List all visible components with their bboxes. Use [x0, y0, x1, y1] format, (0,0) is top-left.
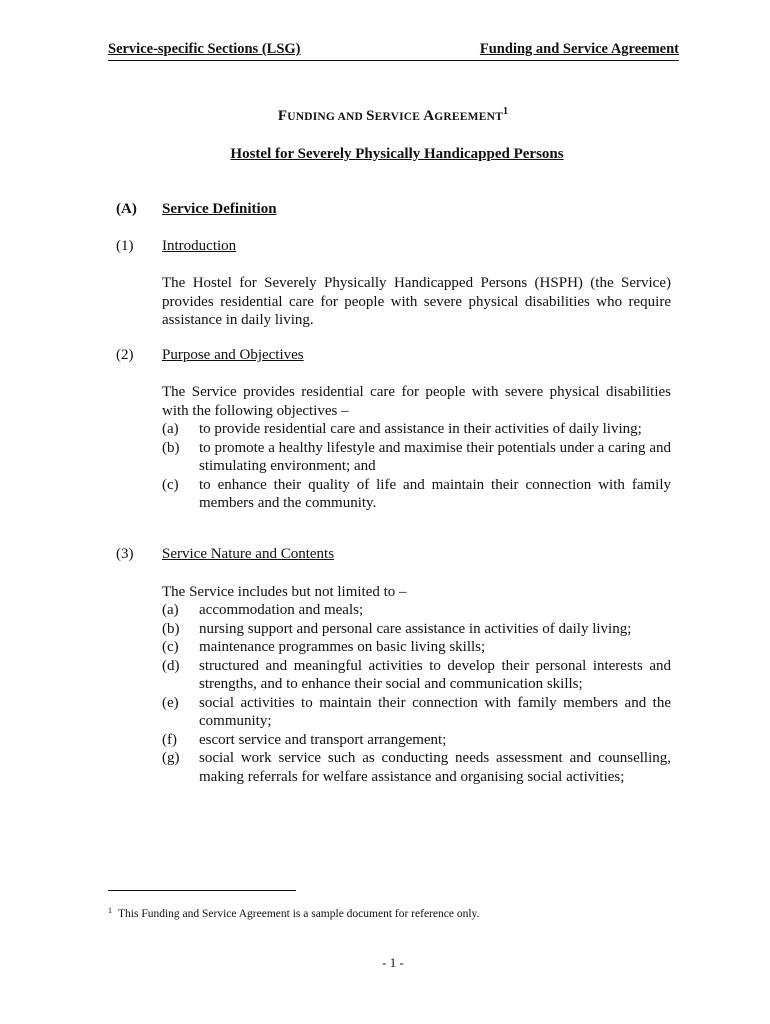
list-item: (f) escort service and transport arrangement; — [162, 731, 447, 748]
list-item: (a) to provide residential care and assistance in their activities of daily living; — [162, 421, 642, 437]
running-header — [108, 40, 679, 61]
section-a-number: (A) — [116, 201, 137, 217]
section-a-heading: Service Definition — [162, 201, 277, 217]
section-2-heading: Purpose and Objectives — [162, 347, 304, 363]
list-item: (b) nursing support and personal care assistance in activities of daily living; — [162, 620, 632, 637]
page-number: - 1 - — [382, 955, 404, 970]
footnote-divider — [108, 890, 296, 891]
footnote-text: This Funding and Service Agreement is a sample document for reference only. — [118, 908, 480, 920]
header-left: Service-specific Sections (LSG) — [108, 41, 301, 57]
header-right: Funding and Service Agreement — [479, 41, 679, 57]
title-footnote-ref: 1 — [502, 106, 509, 117]
section-1-heading: Introduction — [162, 238, 237, 254]
document-subtitle: Hostel for Severely Physically Handicapped Persons — [230, 146, 564, 162]
footnote — [108, 906, 479, 920]
section-3-number: (3) — [116, 546, 134, 562]
section-1-body: The Hostel for Severely Physically Handicapped Persons (HSPH) (the Service) provides residential care for people with severe physical disabilities who require assistance in daily living. — [162, 275, 671, 328]
section-3-heading: Service Nature and Contents — [162, 546, 335, 562]
list-item: (e) social activities to maintain their connection with family members and the community; — [162, 694, 671, 729]
document-title: FUNDING AND SERVICE AGREEMENT$^1$ — [277, 106, 509, 124]
list-item: (a) accommodation and meals; — [162, 602, 364, 618]
section-2-intro: The Service provides residential care for people with severe physical disabilities with the following objectives – — [162, 384, 671, 419]
section-3-list — [162, 601, 671, 786]
section-2-list — [162, 420, 671, 513]
list-item: (g) social work service such as conducting needs assessment and counselling, making referrals for welfare assistance and organising social activities; — [162, 750, 671, 785]
footnote-marker: 1 — [108, 906, 112, 915]
list-item: (c) to enhance their quality of life and maintain their connection with family members and the community. — [162, 476, 671, 511]
section-2-number: (2) — [116, 347, 134, 363]
list-item: (c) maintenance programmes on basic living skills; — [162, 639, 486, 655]
section-3-intro: The Service includes but not limited to – — [162, 584, 407, 600]
list-item: (d) structured and meaningful activities to develop their personal interests and strengths, and to enhance their social and communication skills; — [162, 657, 671, 692]
section-1-number: (1) — [116, 238, 134, 254]
list-item: (b) to promote a healthy lifestyle and maximise their potentials under a caring and stimulating environment; and — [162, 439, 671, 474]
